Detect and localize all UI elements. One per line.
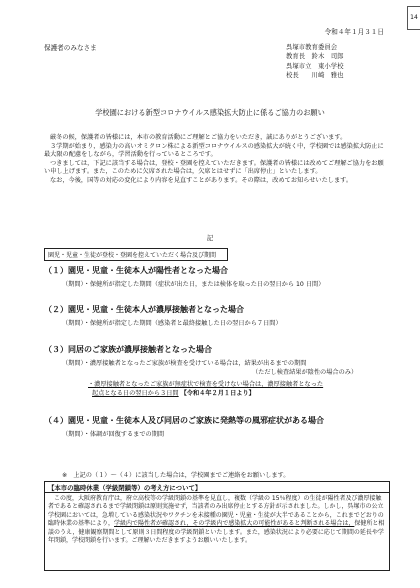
policy-text-b: 学級内で陽性者が確認され，その学級内で感染拡大の可能性があると判断される場合は， [114,520,355,528]
policy-body [44,492,390,571]
page-tab: 14 [407,6,420,30]
addressee: 保護者のみなさま [44,44,97,52]
section-heading-3: （３）同居のご家族が濃厚接触者となった場合 [44,345,212,354]
section-period-3b: （ただし検査結果が陰性の場合のみ） [252,369,358,376]
contact-note: ※ 上記の（１）～（４）に該当した場合は，学校園までご連絡をお願いします。 [62,472,290,479]
body-paragraph: ３学期が始まり，感染力の高いオミクロン株による新型コロナウイルスの感染拡大が続く中，学校園では感染拡大防止に最大限の配慮をしながら，学習活動を行っているところです。 [44,142,384,159]
section-heading-2: （２）園児・児童・生徒本人が濃厚接触者となった場合 [44,305,244,314]
sender-school: 呉塚市立 東小学校 [286,61,344,70]
section-effective-date: 【令和４年２月１日より】 [180,390,255,397]
policy-text-a: この度，大阪府教育庁は，府立高校等の学級閉鎖の基準を見直し，複数（学級の 15％程度）の生徒が陽性者及び濃厚接触者であると確認されるまで学級閉鎖は原則実施せず，当該者のみ出席停止とする方針が示されました。しかし，呉塚市の公立学校園においては，急増している感染状況やワクチンを未接種の園児・児童・生徒が大半であることから，これまでどおりの臨時休業の基準により， [48,495,384,528]
sender-block [286,43,344,81]
sender-principal: 校長 川崎 雅也 [286,71,344,80]
body-text [44,134,388,186]
ki-heading: 記 [206,234,214,242]
sender-superintendent: 教育長 鈴木 司郎 [286,52,344,61]
policy-title: 【本市の臨時休業（学級閉鎖等）の考え方について】 [44,481,390,493]
section-period-3d: 起点となる日の翌日から３日間 [92,390,179,397]
section-heading-4: （４）園児・児童・生徒本人及び同居のご家族に発熱等の風邪症状がある場合 [44,416,324,425]
section-heading-1: （１）園児・児童・生徒本人が陽性者となった場合 [44,266,228,275]
section-period-1: （期間）・保健所が指定した期間（症状が出た日，または検体を取った日の翌日から 10 日間） [62,281,325,288]
body-paragraph: つきましては，下記に該当する場合は，登校・登園を控えていただきます。保護者の皆様には改めてご理解ご協力をお願い申し上げます。また，このために欠席された場合は，欠席とはせずに「出席停止」といたします。 [44,159,384,176]
section-period-3a: （期間）・濃厚接触者となったご家族が検査を受けている場合は，結果が出るまでの期間 [62,360,307,367]
document-title: 学校園における新型コロナウイルス感染拡大防止に係るご協力のお願い [95,108,325,117]
body-paragraph: 厳冬の候，保護者の皆様には，本市の教育活動にご理解とご協力をいただき，誠にありがとうございます。 [50,134,347,141]
document-date: 令和４年１月３１日 [324,28,384,36]
sender-org: 呉塚市教育委員会 [286,43,338,51]
section-period-3c: ・濃厚接触者となったご家族が無症状で検査を受けない場合は，濃厚接触者となった [88,381,324,388]
section-period-3d-row [92,390,255,398]
body-paragraph: なお，今後，国等の対応の変化により内容を見直すことがあります。その際は，改めてお知らせいたします。 [50,176,353,184]
policy-text [48,495,386,545]
section-period-2: （期間）・保健所が指定した期間（感染者と最終接触した日の翌日から７日間） [62,320,282,327]
policy-text-c: 保健所と相談のうえ，健康観察期間として原則３日間程度の学級閉鎖といたします。また，感染状況により必要に応じて期間の延長や学年閉鎖，学校閉鎖を行います。ご理解いただきますようお願いいたします。 [48,520,385,545]
box-heading: 園児・児童・生徒が登校・登園を控えていただく場合及び期間 [44,248,228,261]
section-period-4: （期間）・体調が回復するまでの期間 [62,431,165,438]
